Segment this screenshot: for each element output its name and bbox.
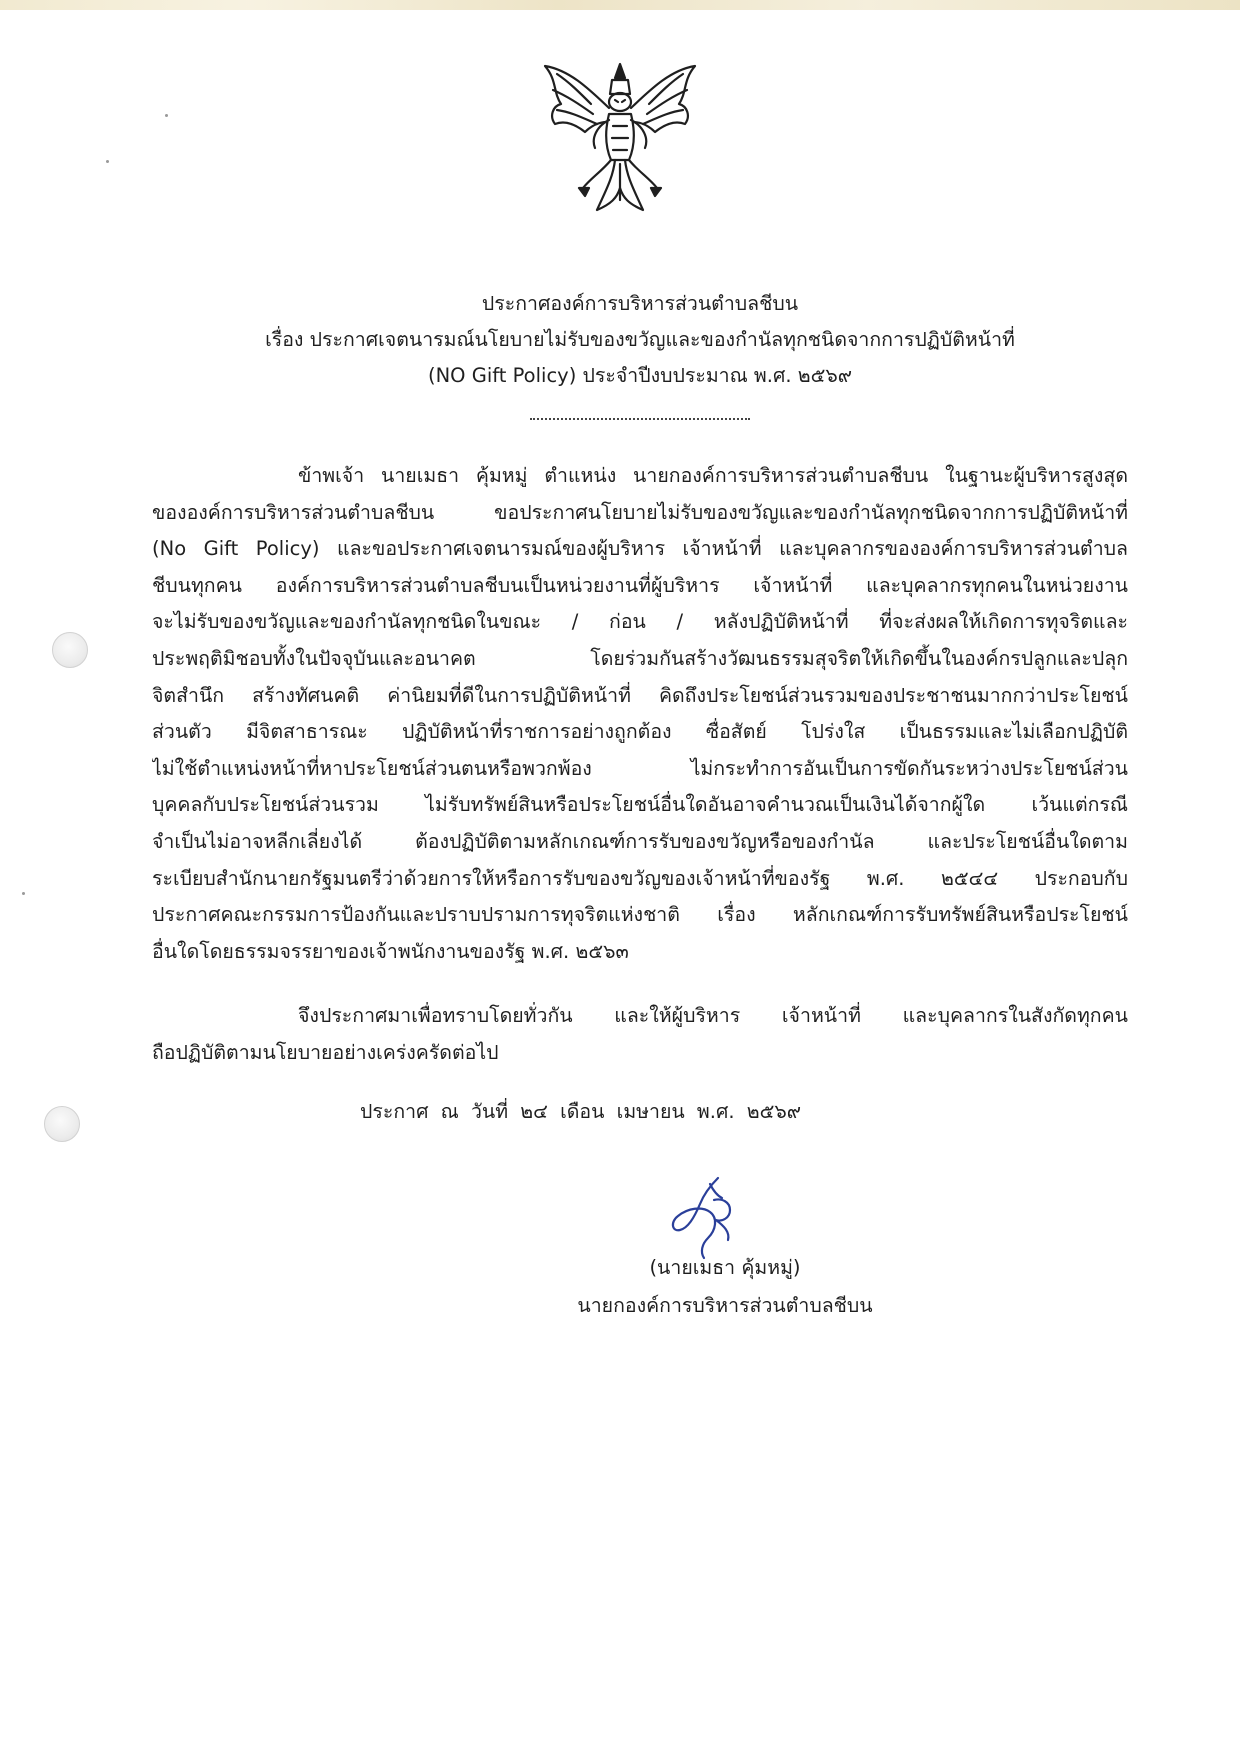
body-line: ประพฤติมิชอบทั้งในปัจจุบันและอนาคต โดยร่วมกันสร้างวัฒนธรรมสุจริตให้เกิดขึ้นในองค์กรปลูกและปลุก xyxy=(152,646,1128,670)
scan-top-edge xyxy=(0,0,1240,10)
closing-paragraph xyxy=(152,998,1128,1071)
signatory-name: (นายเมธา คุ้มหมู่) xyxy=(649,1256,801,1279)
heading-line-3: (NO Gift Policy) ประจำปีงบประมาณ พ.ศ. ๒๕๖๙ xyxy=(427,364,853,387)
heading-line-2: เรื่อง ประกาศเจตนารมณ์นโยบายไม่รับของขวัญและของกำนัลทุกชนิดจากการปฏิบัติหน้าที่ xyxy=(265,328,1015,351)
body-line: ไม่ใช้ตำแหน่งหน้าที่หาประโยชน์ส่วนตนหรือพวกพ้อง ไม่กระทำการอันเป็นการขัดกันระหว่างประโยชน์ส่วน xyxy=(152,756,1128,780)
body-line: ประกาศคณะกรรมการป้องกันและปราบปรามการทุจริตแห่งชาติ เรื่อง หลักเกณฑ์การรับทรัพย์สินหรือประโยชน์ xyxy=(152,903,1128,927)
body-line: ส่วนตัว มีจิตสาธารณะ ปฏิบัติหน้าที่ราชการอย่างถูกต้อง ซื่อสัตย์ โปร่งใส เป็นธรรมและไม่เลือกปฏิบัติ xyxy=(152,720,1128,744)
closing-line: จึงประกาศมาเพื่อทราบโดยทั่วกัน และให้ผู้บริหาร เจ้าหน้าที่ และบุคลากรในสังกัดทุกคน xyxy=(298,1004,1128,1027)
body-line: จะไม่รับของขวัญและของกำนัลทุกชนิดในขณะ / ก่อน / หลังปฏิบัติหน้าที่ ที่จะส่งผลให้เกิดการทุจริตและ xyxy=(152,610,1128,634)
body-line: จำเป็นไม่อาจหลีกเลี่ยงได้ ต้องปฏิบัติตามหลักเกณฑ์การรับของขวัญหรือของกำนัล และประโยชน์อื่นใดตาม xyxy=(152,829,1128,853)
body-line: ขององค์การบริหารส่วนตำบลชีบน ขอประกาศนโยบายไม่รับของขวัญและของกำนัลทุกชนิดจากการปฏิบัติหน้าที่ xyxy=(152,500,1128,524)
heading-separator xyxy=(530,418,750,420)
closing-line: ถือปฏิบัติตามนโยบายอย่างเคร่งครัดต่อไป xyxy=(152,1040,499,1064)
signatory-position: นายกองค์การบริหารส่วนตำบลชีบน xyxy=(577,1294,873,1317)
body-line: บุคคลกับประโยชน์ส่วนรวม ไม่รับทรัพย์สินหรือประโยชน์อื่นใดอันอาจคำนวณเป็นเงินได้จากผู้ใด เว้นแต่กรณี xyxy=(152,793,1128,817)
punch-hole-bottom xyxy=(44,1106,80,1142)
body-line: อื่นใดโดยธรรมจรรยาของเจ้าพนักงานของรัฐ พ.ศ. ๒๕๖๓ xyxy=(152,939,629,963)
garuda-emblem-icon xyxy=(535,60,705,220)
body-line: ระเบียบสำนักนายกรัฐมนตรีว่าด้วยการให้หรือการรับของขวัญของเจ้าหน้าที่ของรัฐ พ.ศ. ๒๕๔๔ ประกอบกับ xyxy=(152,866,1128,890)
body-line: (No Gift Policy) และขอประกาศเจตนารมณ์ของผู้บริหาร เจ้าหน้าที่ และบุคลากรขององค์การบริหารส่วนตำบล xyxy=(152,537,1128,561)
heading-line-1: ประกาศองค์การบริหารส่วนตำบลชีบน xyxy=(481,292,799,315)
body-line: ข้าพเจ้า นายเมธา คุ้มหมู่ ตำแหน่ง นายกองค์การบริหารส่วนตำบลชีบน ในฐานะผู้บริหารสูงสุด xyxy=(298,464,1128,487)
scan-speck xyxy=(22,892,25,895)
announcement-date: ประกาศ ณ วันที่ ๒๔ เดือน เมษายน พ.ศ. ๒๕๖๙ xyxy=(360,1100,802,1123)
announcement-body xyxy=(152,458,1128,970)
scan-speck xyxy=(165,114,168,117)
punch-hole-top xyxy=(52,632,88,668)
body-line: จิตสำนึก สร้างทัศนคติ ค่านิยมที่ดีในการปฏิบัติหน้าที่ คิดถึงประโยชน์ส่วนรวมของประชาชนมากกว่าประโยชน์ xyxy=(152,683,1128,707)
handwritten-signature xyxy=(660,1172,750,1262)
body-line: ชีบนทุกคน องค์การบริหารส่วนตำบลชีบนเป็นหน่วยงานที่ผู้บริหาร เจ้าหน้าที่ และบุคลากรทุกคนในหน่วยงาน xyxy=(152,573,1128,597)
document-heading xyxy=(150,286,1130,394)
scan-speck xyxy=(106,160,109,163)
